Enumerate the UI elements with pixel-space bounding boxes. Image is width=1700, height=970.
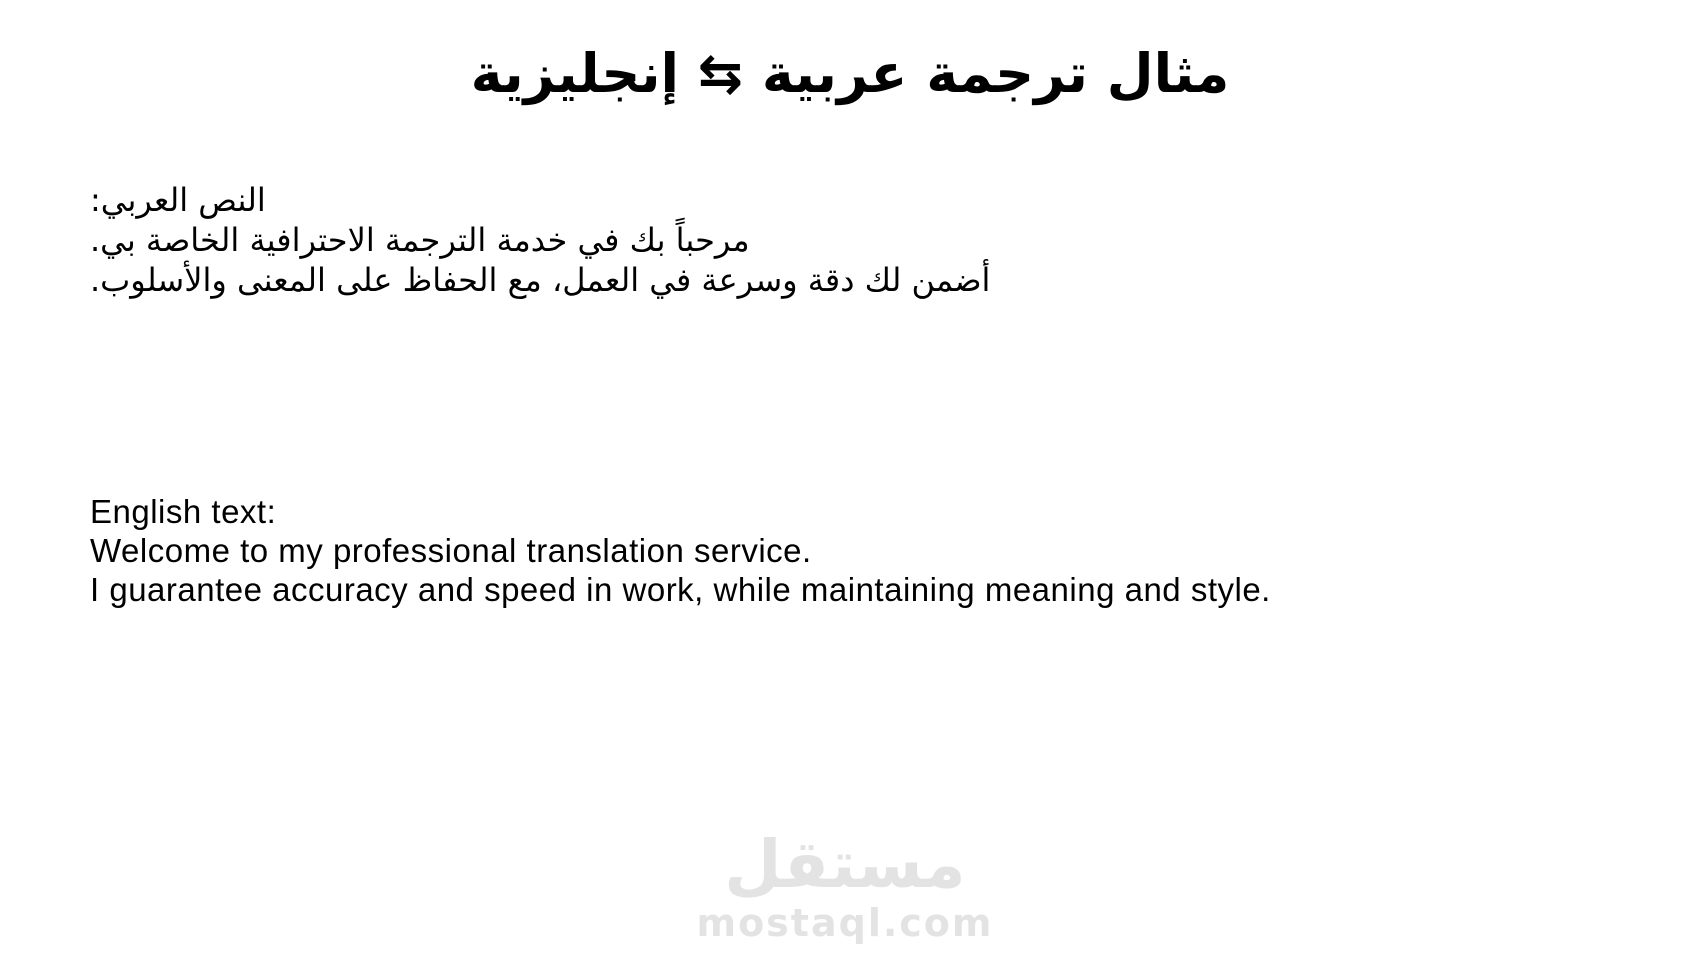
english-text-section bbox=[90, 492, 1271, 609]
page-title: مثال ترجمة عربية ⇆ إنجليزية bbox=[470, 42, 1230, 105]
arabic-text-line: مرحباً بك في خدمة الترجمة الاحترافية الخاصة بي. bbox=[90, 221, 750, 259]
english-text-line: I guarantee accuracy and speed in work, while maintaining meaning and style. bbox=[90, 571, 1271, 608]
mostaql-logo-arabic: مستقل bbox=[724, 826, 966, 903]
english-text-line: Welcome to my professional translation service. bbox=[90, 532, 812, 569]
arabic-text-section bbox=[90, 180, 990, 300]
mostaql-domain-text: mostaql.com bbox=[696, 901, 994, 945]
english-section-label: English text: bbox=[90, 493, 277, 530]
mostaql-watermark bbox=[696, 826, 994, 945]
arabic-section-label: النص العربي: bbox=[90, 181, 266, 219]
arabic-text-line: أضمن لك دقة وسرعة في العمل، مع الحفاظ على المعنى والأسلوب. bbox=[90, 261, 991, 299]
